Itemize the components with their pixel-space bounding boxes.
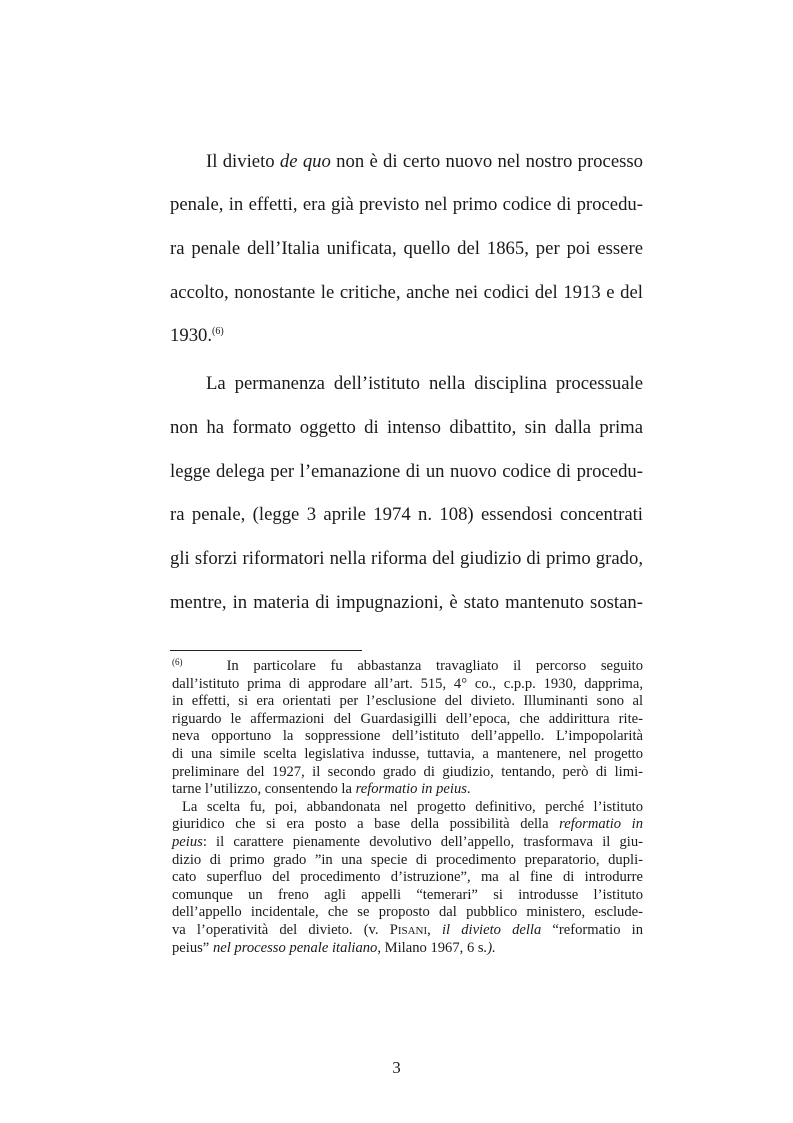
text-run: tarne l’utilizzo, consentendo la (172, 781, 356, 797)
body-line (170, 325, 643, 347)
body-line (206, 151, 643, 173)
text-run: 1930. (170, 325, 213, 346)
footnote-marker: (6) (172, 657, 183, 667)
footnote-line (172, 781, 643, 798)
footnote-line (172, 658, 643, 675)
author-name-smallcaps: ISANI (397, 925, 428, 937)
footnote-line (172, 922, 643, 940)
text-run: In particolare fu abbastanza travagliato il percorso seguito (226, 658, 643, 674)
body-line: non ha formato oggetto di intenso dibattito, sin dalla prima (170, 417, 643, 438)
footnote-line: dall’istituto prima di approdare all’art. 515, 4° co., c.p.p. 1930, dapprima, (172, 676, 643, 692)
footnote-line: cato superfluo del procedimento d’istruzione”, ma al fine di introdurre (172, 869, 643, 885)
body-line: ra penale dell’Italia unificata, quello del 1865, per poi essere (170, 238, 643, 259)
footnote-line: di una simile scelta legislativa indusse, tuttavia, a mantenere, nel progetto (172, 746, 643, 762)
italic-term: de quo (279, 151, 331, 172)
footnote-line: comunque un freno agli appelli “temerari” si introdusse l’istituto (172, 887, 643, 903)
body-line: penale, in effetti, era già previsto nel primo codice di procedu- (170, 194, 643, 215)
footnote-separator (170, 650, 362, 651)
body-line: accolto, nonostante le critiche, anche nei codici del 1913 e del (170, 282, 643, 303)
text-run: : il carattere pienamente devolutivo dell’appello, trasformava il giu- (202, 834, 643, 850)
body-line: legge delega per l’emanazione di un nuovo codice di procedu- (170, 461, 643, 482)
footnote-line: neva opportuno la soppressione dell’istituto dell’appello. L’impopolarità (172, 728, 643, 744)
italic-title: il divieto della (441, 922, 542, 938)
text-run: peius” (172, 940, 213, 956)
italic-term: reformatio in (559, 816, 644, 832)
footnote-line (172, 940, 643, 957)
footnote-line: riguardo le affermazioni del Guardasigilli dell’epoca, che addirittura rite- (172, 711, 643, 727)
text-run: Il divieto (206, 151, 280, 172)
text-run: giuridico che si era posto a base della possibilità della (172, 816, 560, 832)
italic-term: reformatio in peius (355, 781, 467, 797)
italic-title: nel processo penale italiano (212, 940, 378, 956)
page-number: 3 (392, 1058, 401, 1077)
footnote-line: in effetti, si era orientati per l’esclusione del divieto. Illuminanti sono al (172, 693, 643, 709)
text-run: “reformatio in (541, 922, 643, 938)
footnote-line (172, 834, 643, 851)
footnote-reference[interactable]: (6) (212, 326, 224, 337)
text-run: , (427, 922, 442, 938)
footnote-line: La scelta fu, poi, abbandonata nel progetto definitivo, perché l’istituto (182, 799, 643, 815)
author-name-initial: P (389, 922, 398, 938)
body-line: gli sforzi riformatori nella riforma del giudizio di primo grado, (170, 548, 643, 569)
footnote-line: dizio di primo grado ”in una specie di procedimento preparatorio, dupli- (172, 852, 643, 868)
italic-punctuation: .). (483, 940, 496, 956)
footnote-line (172, 816, 643, 833)
text-run: va l’operatività del divieto. (v. (172, 922, 390, 938)
text-run: . (466, 781, 471, 797)
body-line: mentre, in materia di impugnazioni, è stato mantenuto sostan- (170, 592, 643, 613)
italic-term: peius (172, 834, 203, 850)
body-line: ra penale, (legge 3 aprile 1974 n. 108) essendosi concentrati (170, 504, 643, 525)
text-run: , Milano 1967, 6 s (377, 940, 484, 956)
text-run: non è di certo nuovo nel nostro processo (330, 151, 643, 172)
footnote-line: dell’appello incidentale, che se proposto dal pubblico ministero, esclude- (172, 904, 643, 920)
footnote-line: preliminare del 1927, il secondo grado di giudizio, tentando, però di limi- (172, 764, 643, 780)
body-line: La permanenza dell’istituto nella disciplina processuale (206, 373, 643, 394)
